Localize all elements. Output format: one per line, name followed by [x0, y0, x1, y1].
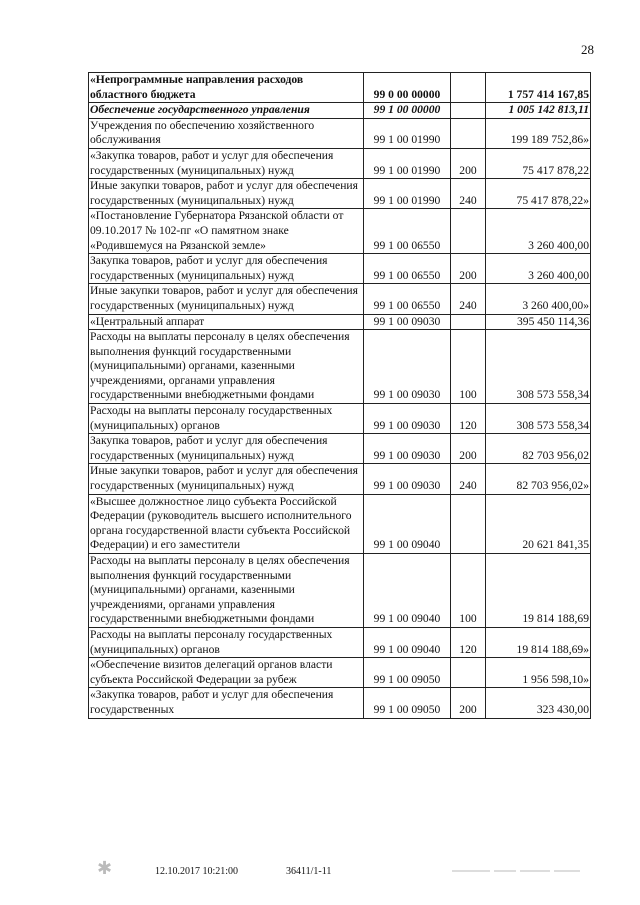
row-amount-cell: 308 573 558,34	[486, 330, 591, 404]
footer-date: 12.10.2017 10:21:00	[155, 866, 239, 877]
row-amount-cell: 308 573 558,34	[486, 404, 591, 434]
row-name-cell: Иные закупки товаров, работ и услуг для обеспечения государственных (муниципальных) нужд	[89, 179, 364, 209]
row-expense-type-cell	[451, 73, 486, 103]
row-name-cell: «Постановление Губернатора Рязанской области от 09.10.2017 № 102-пг «О памятном знаке «Родившемуся на Рязанской земле»	[89, 209, 364, 254]
row-name-cell: Расходы на выплаты персоналу в целях обеспечения выполнения функций государственными (муниципальными) органами, казенными учреждениями, органами управления государственными внебюджетными фондами	[89, 554, 364, 628]
row-amount-cell: 199 189 752,86»	[486, 118, 591, 148]
table-row	[89, 209, 591, 254]
row-name-cell: Иные закупки товаров, работ и услуг для обеспечения государственных (муниципальных) нужд	[89, 464, 364, 494]
row-amount-cell: 1 757 414 167,85	[486, 73, 591, 103]
table-row	[89, 688, 591, 718]
table-row	[89, 103, 591, 119]
row-expense-type-cell: 240	[451, 464, 486, 494]
row-expense-type-cell: 120	[451, 627, 486, 657]
row-name-cell: Закупка товаров, работ и услуг для обеспечения государственных (муниципальных) нужд	[89, 434, 364, 464]
row-amount-cell: 82 703 956,02	[486, 434, 591, 464]
table-row	[89, 434, 591, 464]
row-name-cell: «Центральный аппарат	[89, 314, 364, 330]
row-amount-cell: 3 260 400,00	[486, 209, 591, 254]
table-row	[89, 314, 591, 330]
row-expense-type-cell: 120	[451, 404, 486, 434]
row-expense-type-cell	[451, 118, 486, 148]
row-name-cell: «Закупка товаров, работ и услуг для обеспечения государственных (муниципальных) нужд	[89, 148, 364, 178]
row-expense-type-cell: 100	[451, 330, 486, 404]
table-row	[89, 627, 591, 657]
table-row	[89, 658, 591, 688]
table-row	[89, 73, 591, 103]
row-expense-type-cell	[451, 494, 486, 553]
row-amount-cell: 75 417 878,22»	[486, 179, 591, 209]
table-row	[89, 404, 591, 434]
row-target-code-cell: 99 1 00 00000	[364, 103, 451, 119]
row-name-cell: Учреждения по обеспечению хозяйственного обслуживания	[89, 118, 364, 148]
row-target-code-cell: 99 1 00 06550	[364, 284, 451, 314]
footer-document-code: 36411/1-11	[286, 866, 332, 877]
row-target-code-cell: 99 1 00 09030	[364, 434, 451, 464]
row-expense-type-cell: 240	[451, 179, 486, 209]
table-row	[89, 179, 591, 209]
row-amount-cell: 82 703 956,02»	[486, 464, 591, 494]
row-target-code-cell: 99 1 00 01990	[364, 148, 451, 178]
row-target-code-cell: 99 1 00 06550	[364, 209, 451, 254]
row-target-code-cell: 99 1 00 09030	[364, 330, 451, 404]
row-amount-cell: 395 450 114,36	[486, 314, 591, 330]
row-name-cell: Расходы на выплаты персоналу государственных (муниципальных) органов	[89, 404, 364, 434]
row-target-code-cell: 99 1 00 09030	[364, 314, 451, 330]
row-amount-cell: 75 417 878,22	[486, 148, 591, 178]
row-target-code-cell: 99 1 00 09050	[364, 688, 451, 718]
row-name-cell: Расходы на выплаты персоналу государственных (муниципальных) органов	[89, 627, 364, 657]
row-amount-cell: 19 814 188,69»	[486, 627, 591, 657]
table-row	[89, 554, 591, 628]
row-amount-cell: 323 430,00	[486, 688, 591, 718]
row-target-code-cell: 99 0 00 00000	[364, 73, 451, 103]
row-name-cell: Обеспечение государственного управления	[89, 103, 364, 119]
row-expense-type-cell	[451, 209, 486, 254]
table-row	[89, 118, 591, 148]
row-expense-type-cell: 200	[451, 434, 486, 464]
row-amount-cell: 1 005 142 813,11	[486, 103, 591, 119]
table-row	[89, 464, 591, 494]
row-amount-cell: 20 621 841,35	[486, 494, 591, 553]
row-name-cell: Закупка товаров, работ и услуг для обеспечения государственных (муниципальных) нужд	[89, 254, 364, 284]
table-row	[89, 330, 591, 404]
row-amount-cell: 3 260 400,00»	[486, 284, 591, 314]
row-expense-type-cell	[451, 658, 486, 688]
stamp-icon: ✱	[97, 858, 113, 878]
row-name-cell: «Закупка товаров, работ и услуг для обеспечения государственных	[89, 688, 364, 718]
row-target-code-cell: 99 1 00 01990	[364, 118, 451, 148]
row-name-cell: Расходы на выплаты персоналу в целях обеспечения выполнения функций государственными (муниципальными) органами, казенными учреждениями, органами управления государственными внебюджетными фондами	[89, 330, 364, 404]
row-amount-cell: 1 956 598,10»	[486, 658, 591, 688]
row-target-code-cell: 99 1 00 01990	[364, 179, 451, 209]
row-target-code-cell: 99 1 00 09040	[364, 627, 451, 657]
row-expense-type-cell	[451, 103, 486, 119]
row-name-cell: Иные закупки товаров, работ и услуг для обеспечения государственных (муниципальных) нужд	[89, 284, 364, 314]
row-target-code-cell: 99 1 00 09050	[364, 658, 451, 688]
row-expense-type-cell: 200	[451, 688, 486, 718]
row-expense-type-cell: 100	[451, 554, 486, 628]
row-target-code-cell: 99 1 00 09040	[364, 494, 451, 553]
table-row	[89, 254, 591, 284]
table-row	[89, 284, 591, 314]
page-number: 28	[581, 42, 594, 57]
row-expense-type-cell	[451, 314, 486, 330]
row-target-code-cell: 99 1 00 06550	[364, 254, 451, 284]
row-expense-type-cell: 240	[451, 284, 486, 314]
faint-footer-marks	[452, 862, 592, 878]
budget-table	[88, 72, 591, 719]
budget-table-body	[89, 73, 591, 719]
row-target-code-cell: 99 1 00 09030	[364, 404, 451, 434]
row-name-cell: «Непрограммные направления расходов областного бюджета	[89, 73, 364, 103]
row-name-cell: «Обеспечение визитов делегаций органов власти субъекта Российской Федерации за рубеж	[89, 658, 364, 688]
table-row	[89, 494, 591, 553]
row-amount-cell: 3 260 400,00	[486, 254, 591, 284]
table-row	[89, 148, 591, 178]
row-amount-cell: 19 814 188,69	[486, 554, 591, 628]
row-expense-type-cell: 200	[451, 254, 486, 284]
row-target-code-cell: 99 1 00 09030	[364, 464, 451, 494]
row-target-code-cell: 99 1 00 09040	[364, 554, 451, 628]
row-name-cell: «Высшее должностное лицо субъекта Российской Федерации (руководитель высшего исполнительного органа государственной власти субъекта Российской Федерации) и его заместители	[89, 494, 364, 553]
row-expense-type-cell: 200	[451, 148, 486, 178]
